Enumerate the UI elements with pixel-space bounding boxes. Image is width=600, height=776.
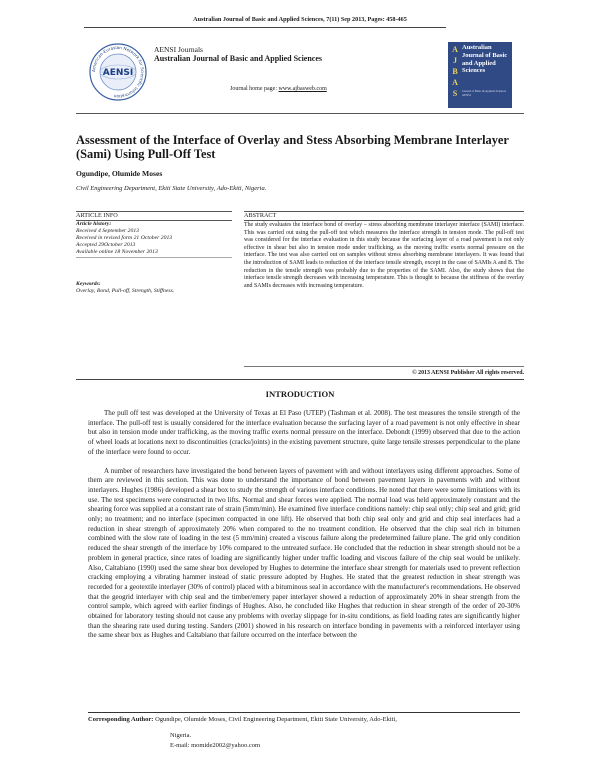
running-header: Australian Journal of Basic and Applied Sciences, 7(11) Sep 2013, Pages: 458-465	[193, 16, 407, 23]
paragraph: The pull off test was developed at the University of Texas at El Paso (UTEP) (Tashman et al. 2008). The test measures the tensile strength of the interface. The pull-off test is usually considered for the interface evaluation because the surfacing layer of a road pavement is not only effective in shear but also in tension mode under trafficking, as the moving traffic exerts normal pressure on the interface. Debondt (1999) observed that due to the action of wheel loads at locations next to discontinuities (cracks/joints) in the existing pavement structure, quite large tensile stresses perpendicular to the plane of the interface were found to occur.	[88, 409, 520, 456]
homepage-label: Journal home page:	[230, 86, 277, 92]
cover-letter: J	[453, 56, 457, 65]
cover-publisher: AENSI	[462, 92, 471, 97]
keywords-list: Overlay, Bond, Pull-off, Strength, Stiffness.	[76, 287, 175, 294]
keywords-rule	[76, 257, 232, 258]
front-matter-rule	[76, 379, 524, 380]
corresponding-author-country: Nigeria.	[170, 732, 192, 739]
cover-letter: B	[452, 67, 458, 76]
logo-text: AENSI	[102, 68, 134, 78]
aensi-logo	[88, 42, 148, 102]
section-heading-introduction: INTRODUCTION	[265, 389, 335, 399]
footnote-rule	[88, 712, 520, 713]
corresponding-author-email: E-mail: momide2002@yahoo.com	[170, 742, 261, 749]
copyright-notice: © 2013 AENSI Publisher All rights reserved.	[412, 370, 524, 376]
article-history	[76, 221, 232, 256]
masthead-rule	[76, 113, 524, 114]
introduction-body	[88, 409, 520, 641]
header-rule	[84, 27, 446, 28]
revised-date: Received in revised form 21 October 2013	[76, 234, 173, 241]
corresponding-author-details: Ogundipe, Olumide Moses, Civil Engineering Department, Ekiti State University, Ado-Ekiti,	[155, 716, 397, 723]
article-info-heading: ARTICLE INFO	[76, 211, 232, 221]
abstract-text: The study evaluates the interface bond of overlay – stress absorbing membrane interlayer interface (SAMI) interface. This was carried out using the pull-off test which measures the interface strength in tension mode. The pull-off test was considered for the interface evaluation in this study because the surfacing layer of a road pavement is not only effective in shear but also in tension mode under trafficking, as the moving traffic exerts normal pressure on the interface. The test was also carried out on samples without stress absorbing membrane interlayers. It was found that the introduction of SAMI leads to reduction of the interface tensile strength, except in the case of SAMIs A and B. The reduction in the tensile strength was probably due to the properties of the SAMI. Also, the study shows that the interface tensile strength decreases with increasing temperature. This is thought to because the stiffness of the overlay and SAMIs decreases with increasing temperature.	[244, 222, 524, 289]
history-label: Article history:	[76, 221, 112, 227]
journal-homepage	[230, 86, 327, 92]
author-affiliation: Civil Engineering Department, Ekiti State University, Ado-Ekiti, Nigeria.	[76, 185, 267, 192]
logo-ring-textpath: American-Eurasian Network for Scientific Information	[90, 44, 146, 100]
cover-letter: S	[452, 89, 458, 98]
corresponding-author-label: Corresponding Author:	[88, 716, 154, 723]
online-date: Available online 18 November 2013	[76, 248, 158, 255]
cover-letter: A	[452, 78, 458, 87]
corresponding-author	[88, 716, 528, 724]
accepted-date: Accepted 29October 2013	[76, 241, 136, 248]
abstract-heading: ABSTRACT	[244, 211, 524, 221]
keywords-block	[76, 281, 232, 295]
received-date: Received 4 September 2013	[76, 227, 140, 234]
keywords-label: Keywords:	[76, 281, 101, 287]
abstract-rule	[244, 366, 524, 367]
cover-letter: A	[452, 45, 458, 54]
journal-name: Australian Journal of Basic and Applied Sciences	[154, 54, 323, 63]
cover-subtitle	[462, 90, 512, 97]
cover-sub-line: Journal of Basic & Applied Sciences	[462, 89, 507, 93]
article-title: Assessment of the Interface of Overlay and Stess Absorbing Membrane Interlayer (Sami) Using Pull-Off Test	[76, 133, 509, 161]
cover-acronym	[449, 44, 461, 99]
article-author: Ogundipe, Olumide Moses	[76, 169, 163, 178]
paragraph: A number of researchers have investigated the bond between layers of pavement with and without interlayers using different approaches. Some of them are reviewed in this section. This was done to understand the importance of bond between pavement layers in pavements with and without interlayers. Hughes (1986) developed a shear box to study the strength of various interface conditions. He noted that there were some limitations with its use. The test specimens were constructed in two lifts. Normal and shear forces were applied. The normal load was held approximately constant and the shearing force was supplied at a constant rate of strain (5mm/min). He examined five interface conditions namely: chip seal only; chip seal and grid; grid only; no treatment; and no interface (specimen compacted in one lift). He observed that both chip seal only and grid and chip seal interfaces had a reduction in shear strength of approximately 20% when compared to the no treatment condition. He observed that the chip seal rich in bitumen combined with the slow rate of loading in the test (5 mm/min) created a viscous failure along the predetermined failure plane. The grid only condition reduced the shear strength of the interface by 10% compared to the untreated surface. He concluded that the reduction in shear strength should not be a problem in general practice, since rates of loading are significantly higher under traffic loading and viscous failure of the chip seal would be unlikely. Also, Caltabiano (1990) used the same shear box developed by Hughes to determine the interface shear strength for materials used to prevent reflection cracking employing a vibrating hammer instead of static pressure adopted by Hughes. He stated that the greatest reduction in shear strength was recorded for a geotextile interlayer (30% of control) placed with a bituminous seal in accordance with the manufacturer's recommendations. He observed that the geogrid interlayer with chip seal and the timber/emery paper interlayer showed a reduction of approximately 20% in shear strength from the control sample, which agreed with earlier findings of Hughes. Also, he concluded like Hughes that reduction in shear strength of the order of 20-30% obtained for laboratory testing should not cause any problems with overlay slippage for in-situ conditions, as field loading rates are significantly higher than the shearing rate used during testing. Sanders (2001) showed in his research on interface bonding in pavements with a reinforced interlayer using the same shear box as Hughes and Caltabiano that failure occurred on the interface between the	[88, 466, 520, 640]
homepage-link[interactable]: www.ajbasweb.com	[278, 86, 327, 92]
publisher-name: AENSI Journals	[154, 45, 203, 54]
cover-title: Australian Journal of Basic and Applied Sciences	[462, 44, 508, 75]
